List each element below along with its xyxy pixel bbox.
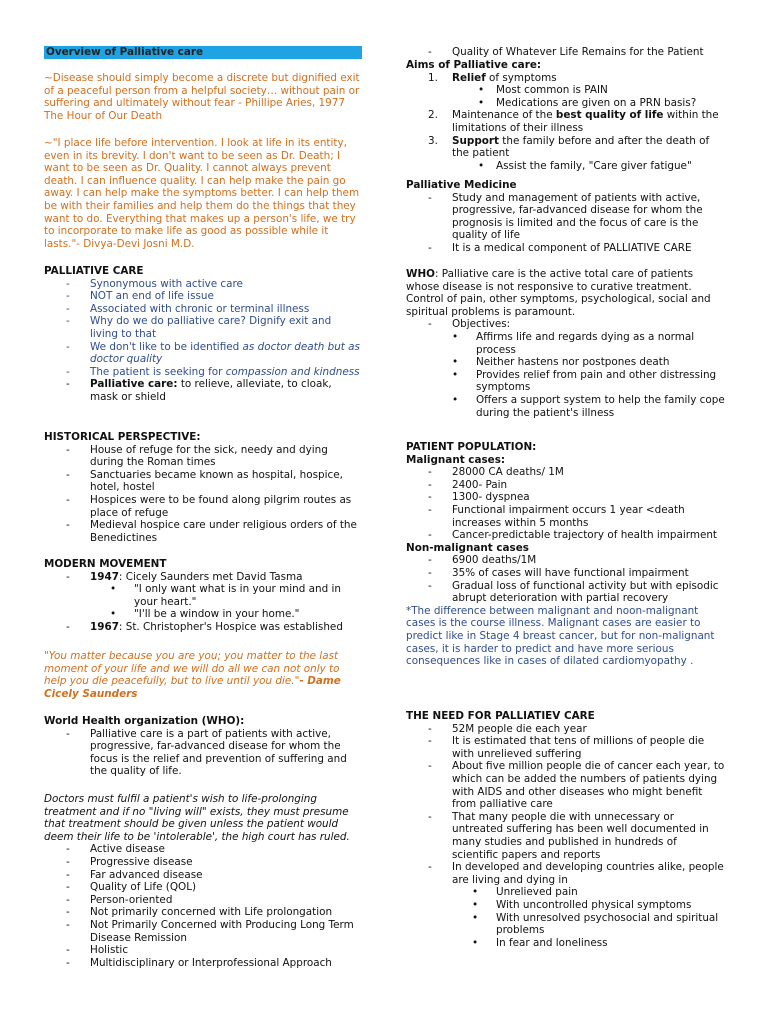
year: 1967 <box>90 620 119 633</box>
bullet-item: • Medications are given on a PRN basis? <box>406 97 726 110</box>
section-who-definition <box>406 268 726 419</box>
numbered-item <box>406 109 726 134</box>
item-number: 1. <box>428 71 438 84</box>
list-item: - Objectives: <box>406 318 726 331</box>
item-emphasis: as doctor death but as doctor quality <box>90 340 360 366</box>
list-item: - Gradual loss of functional activity but with episodic abrupt deterioration with partial recovery <box>406 580 726 605</box>
section-who <box>44 715 362 778</box>
numbered-item <box>406 135 726 160</box>
list-item: - House of refuge for the sick, needy and dying during the Roman times <box>44 444 362 469</box>
quote-josni: ~"I place life before intervention. I look at life in its entity, even in its brevity. I don't want to be seen as Dr. Death; I want to be seen as Dr. Quality. I cannot always prevent death. I can influence quality. I can help make the pain go away. I can help make the symptoms better. I can help them be with their families and help them do the things that they want to do. Everything that makes up a person's life, we try to incorporate to make life as good as possible while it lasts."- Divya-Devi Josni M.D. <box>44 137 360 250</box>
year: 1947 <box>90 570 119 583</box>
list-item: - NOT an end of life issue <box>44 290 362 303</box>
quote-text: "You matter because you are you; you matter to the last moment of your life and we will do all we can not only to help you die peacefully, but to live until you die." <box>44 650 340 688</box>
item-emphasis: compassion and kindness <box>225 365 360 378</box>
item-bold: best quality of life <box>555 109 664 122</box>
list-item: - It is estimated that tens of millions of people die with unrelieved suffering <box>406 735 726 760</box>
section-palliative-medicine <box>406 179 726 255</box>
list-item: - Associated with chronic or terminal illness <box>44 303 362 316</box>
list-item <box>44 341 362 366</box>
quote-aries: ~Disease should simply become a discrete but dignified exit of a peaceful person from a helpful society… without pain or suffering and ultimately without fear - Phillipe Aries, 1977 The Hour of Our Death <box>44 72 360 122</box>
list-item: - Multidisciplinary or Interprofessional Approach <box>44 957 362 970</box>
section-modern-movement <box>44 558 362 634</box>
subsection-heading: Non-malignant cases <box>406 541 529 554</box>
list-item: - In developed and developing countries alike, people are living and dying in <box>406 861 726 886</box>
list-item: - 2400- Pain <box>406 479 726 492</box>
item-bold: Support <box>452 134 499 147</box>
section-historical <box>44 431 362 544</box>
bullet-item: • Assist the family, "Care giver fatigue" <box>406 160 726 173</box>
list-item: - Person-oriented <box>44 894 362 907</box>
list-item: - Functional impairment occurs 1 year <death increases within 5 months <box>406 504 726 529</box>
item-text: : St. Christopher's Hospice was established <box>118 620 343 633</box>
section-heading: PALLIATIVE CARE <box>44 265 144 277</box>
numbered-item <box>406 72 726 85</box>
list-item <box>44 571 362 584</box>
document-title: Overview of Palliative care <box>44 46 362 59</box>
who-body: : Palliative care is the active total care of patients whose disease is not responsive to curative treatment. Control of pain, other symptoms, psychological, social and spiritual problems is paramount. <box>406 268 711 318</box>
list-item <box>44 366 362 379</box>
bullet-item: • With unresolved psychosocial and spiritual problems <box>406 912 726 937</box>
list-item: - 52M people die each year <box>406 723 726 736</box>
list-item: - Far advanced disease <box>44 869 362 882</box>
item-text: to relieve, alleviate, to cloak, mask or shield <box>90 378 332 403</box>
court-ruling-italic: Doctors must fulfil a patient's wish to life-prolonging treatment and if no "living will" exists, they must presume that treatment should be given unless the patient would deem their life to be 'intolerable', the high court has ruled. <box>44 793 350 843</box>
right-column <box>406 0 726 949</box>
section-heading: THE NEED FOR PALLIATIEV CARE <box>406 710 595 722</box>
item-text: The patient is seeking for <box>90 365 226 378</box>
list-item: - 35% of cases will have functional impairment <box>406 567 726 580</box>
item-text: within the limitations of their illness <box>452 109 719 134</box>
section-need <box>406 710 726 949</box>
section-heading: MODERN MOVEMENT <box>44 558 167 570</box>
item-number: 2. <box>428 109 438 122</box>
bullet-item: • "I'll be a window in your home." <box>44 608 362 621</box>
quote-saunders <box>44 650 362 700</box>
list-item: - Cancer-predictable trajectory of health impairment <box>406 529 726 542</box>
list-item: - Not primarily concerned with Life prolongation <box>44 906 362 919</box>
item-text: We don't like to be identified <box>90 340 243 353</box>
item-text: of symptoms <box>485 71 557 84</box>
quote-author: - Dame Cicely Saunders <box>44 675 341 700</box>
section-patient-population <box>406 441 726 668</box>
list-item: - 6900 deaths/1M <box>406 554 726 567</box>
list-item: - Hospices were to be found along pilgrim routes as place of refuge <box>44 494 362 519</box>
section-heading: Aims of Palliative care: <box>406 59 542 71</box>
section-heading: World Health organization (WHO): <box>44 715 245 727</box>
item-bold: Relief <box>452 71 486 84</box>
item-text: : Cicely Saunders met David Tasma <box>118 570 303 583</box>
bullet-item: • Neither hastens nor postpones death <box>406 356 726 369</box>
list-item: - 1300- dyspnea <box>406 491 726 504</box>
item-number: 3. <box>428 134 438 147</box>
section-heading: PATIENT POPULATION: <box>406 441 537 453</box>
section-court <box>44 793 362 969</box>
bullet-item: • "I only want what is in your mind and in your heart." <box>44 583 362 608</box>
section-palliative-care <box>44 265 362 404</box>
bullet-item: • With uncontrolled physical symptoms <box>406 899 726 912</box>
list-item: - Quality of Life (QOL) <box>44 881 362 894</box>
list-item: - Why do we do palliative care? Dignify exit and living to that <box>44 315 362 340</box>
item-text: Maintenance of the <box>452 109 556 122</box>
bullet-item: • Offers a support system to help the family cope during the patient's illness <box>406 394 726 419</box>
list-item: - Sanctuaries became known as hospital, hospice, hotel, hostel <box>44 469 362 494</box>
list-item: - Not Primarily Concerned with Producing Long Term Disease Remission <box>44 919 362 944</box>
section-heading: HISTORICAL PERSPECTIVE: <box>44 431 201 443</box>
list-item: - Quality of Whatever Life Remains for the Patient <box>406 46 726 59</box>
bullet-item: • Affirms life and regards dying as a normal process <box>406 331 726 356</box>
list-item: - That many people die with unnecessary or untreated suffering has been well documented in many studies and published in hundreds of scientific papers and reports <box>406 811 726 861</box>
list-item: - Study and management of patients with active, progressive, far-advanced disease for whom the prognosis is limited and the focus of care is the quality of life <box>406 192 726 242</box>
list-item: - It is a medical component of PALLIATIVE CARE <box>406 242 726 255</box>
list-item: - Palliative care is a part of patients with active, progressive, far-advanced disease for whom the focus is the relief and prevention of suffering and the quality of life. <box>44 728 362 778</box>
list-item: - Progressive disease <box>44 856 362 869</box>
court-ruling-text <box>44 793 362 843</box>
bullet-item: • Most common is PAIN <box>406 84 726 97</box>
list-item <box>44 378 362 403</box>
list-item: - 28000 CA deaths/ 1M <box>406 466 726 479</box>
item-text: the family before and after the death of the patient <box>452 134 710 160</box>
who-text <box>406 268 726 318</box>
list-item <box>44 621 362 634</box>
section-heading: Palliative Medicine <box>406 179 517 191</box>
list-item: - Medieval hospice care under religious orders of the Benedictines <box>44 519 362 544</box>
population-note: *The difference between malignant and noon-malignant cases is the course illness. Malignant cases are easier to predict like in Stage 4 breast cancer, but for non-malignant cases, it is harder to predict and have more serious consequences like in cases of dilated cardiomyopathy . <box>406 604 715 668</box>
who-label: WHO <box>406 268 435 280</box>
item-bold: Palliative care: <box>90 378 178 391</box>
bullet-item: • Provides relief from pain and other distressing symptoms <box>406 369 726 394</box>
list-item: - Synonymous with active care <box>44 278 362 291</box>
list-item: - Holistic <box>44 944 362 957</box>
subsection-heading: Malignant cases: <box>406 453 506 466</box>
list-item: - About five million people die of cancer each year, to which can be added the numbers of patients dying with AIDS and other diseases who might benefit from palliative care <box>406 760 726 810</box>
bullet-item: • Unrelieved pain <box>406 886 726 899</box>
bullet-item: • In fear and loneliness <box>406 937 726 950</box>
section-aims <box>406 59 726 172</box>
list-item: - Active disease <box>44 843 362 856</box>
